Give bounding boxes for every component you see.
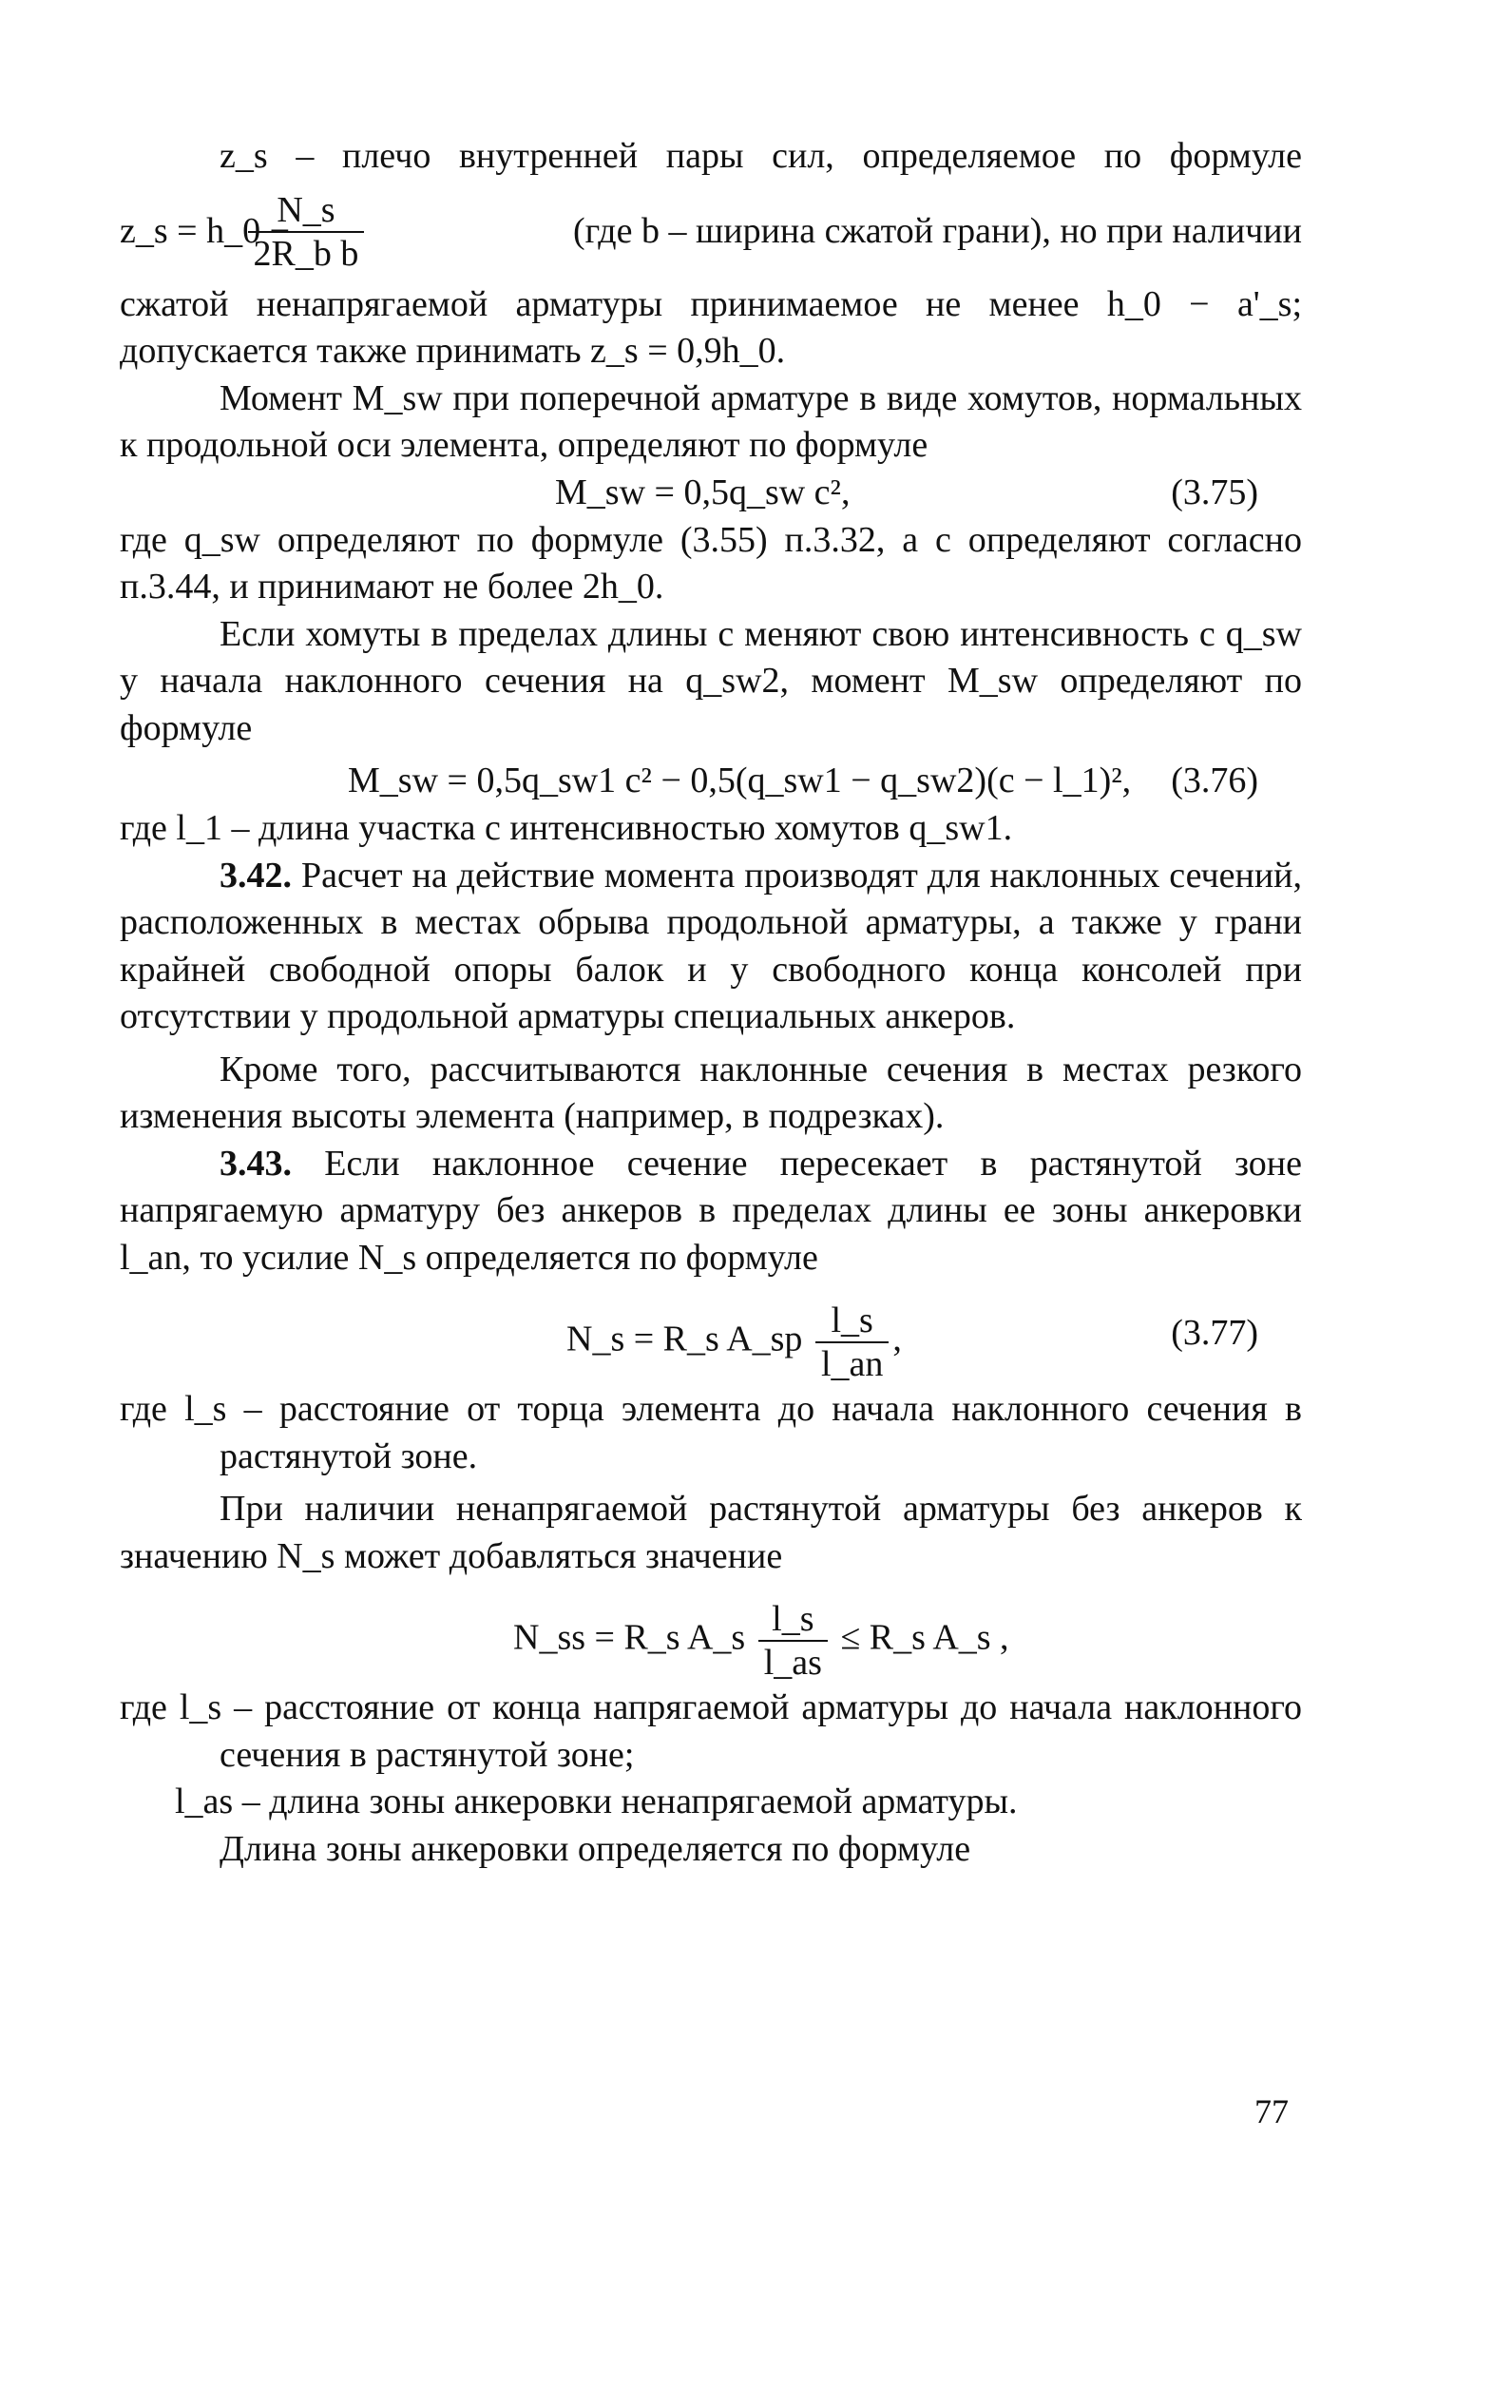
equation-number: (3.75) — [1171, 472, 1258, 512]
equation-number: (3.76) — [1171, 761, 1258, 800]
formula-msw: M_sw = 0,5q_sw c², — [555, 472, 851, 512]
formula-zs-prefix: z_s = h_0 − — [120, 210, 291, 251]
paragraph-ls-definition: где l_s – расстояние от торца элемента до начала наклонного сечения в растянутой зоне. — [120, 1389, 1302, 1476]
section-number: 3.42. — [220, 855, 292, 896]
paragraph-msw: Момент M_sw при поперечной арматуре в виде хомутов, нормальных к продольной оси элемента, определяют по формуле — [120, 377, 1302, 465]
section-3-43: 3.43. Если наклонное сечение пересекает в растянутой зоне напрягаемую арматуру без анкеров в пределах длины ее зоны анкеровки l_an, то усилие N_s определяется по формуле — [120, 1143, 1303, 1278]
fraction-ls-over-lan: $\frac{l\_s}{l\_an}$ — [815, 1302, 889, 1382]
text-line: допускается также принимать z_s = 0,9h_0. — [120, 331, 786, 371]
paragraph-anchorage-length: Длина зоны анкеровки определяется по формуле — [220, 1828, 971, 1869]
formula-nss-lhs: N_ss = R_s A_s — [513, 1617, 746, 1658]
page-body — [120, 133, 1302, 1873]
equation-nss — [120, 1580, 1302, 1685]
text-line: сжатой ненапрягаемой арматуры принимаемое не менее h_0 − a'_s; — [120, 283, 1302, 324]
formula-zs-suffix: (где b – ширина сжатой грани), но при наличии — [572, 210, 1302, 251]
paragraph-las-definition: l_as – длина зоны анкеровки ненапрягаемой арматуры. — [175, 1782, 1018, 1821]
fraction-ns-over-2rbb: $\frac{N\_s}{\text{2R\_b b}}$ — [248, 192, 365, 272]
formula-ns-lhs: N_s = R_s A_sp — [566, 1319, 803, 1359]
equation-3-77: N_s = R_s A_sp $\frac{l\_s}{l\_an}$ , (3.77) — [566, 1300, 1258, 1384]
formula-line-zs — [120, 181, 1302, 272]
paragraph-qsw: где q_sw определяют по формуле (3.55) п.3.32, а c определяют согласно п.3.44, и принимают не более 2h_0. — [120, 519, 1302, 607]
paragraph-zs-definition — [120, 133, 1302, 181]
equation-number: (3.77) — [1171, 1313, 1258, 1353]
paragraph-variable-stirrups: Если хомуты в пределах длины c меняют свою интенсивность с q_sw у начала наклонного сечения на q_sw2, момент M_sw определяют по формуле — [120, 613, 1302, 748]
paragraph-ls-definition-2: где l_s – расстояние от конца напрягаемой арматуры до начала наклонного сечения в растянутой зоне; — [120, 1687, 1302, 1775]
paragraph-non-prestressed: При наличии ненапрягаемой растянутой арматуры без анкеров к значению N_s может добавляться значение — [120, 1489, 1302, 1576]
equation-3-76 — [120, 758, 1302, 805]
formula-nss-tail: ≤ R_s A_s , — [840, 1617, 1009, 1658]
paragraph-l1: где l_1 – длина участка с интенсивностью хомутов q_sw1. — [120, 808, 1013, 848]
section-number: 3.43. — [220, 1143, 292, 1184]
fraction-ls-over-las: $\frac{l\_s}{l\_as}$ — [758, 1601, 828, 1681]
section-3-42: 3.42. Расчет на действие момента производят для наклонных сечений, расположенных в местах обрыва продольной арматуры, а также у грани крайней свободной опоры балок и у свободного конца консолей при отсутствии у продольной арматуры специальных анкеров. — [120, 855, 1303, 1036]
page-number: 77 — [1254, 2092, 1289, 2130]
text-line: z_s – плечо внутренней пары сил, определяемое по формуле — [220, 136, 1302, 176]
formula-msw-variable: M_sw = 0,5q_sw1 c² − 0,5(q_sw1 − q_sw2)(c − l_1)², — [348, 761, 1132, 800]
equation-3-75 — [120, 470, 1302, 517]
paragraph-height-change: Кроме того, рассчитываются наклонные сечения в местах резкого изменения высоты элемента (например, в подрезках). — [120, 1049, 1302, 1136]
